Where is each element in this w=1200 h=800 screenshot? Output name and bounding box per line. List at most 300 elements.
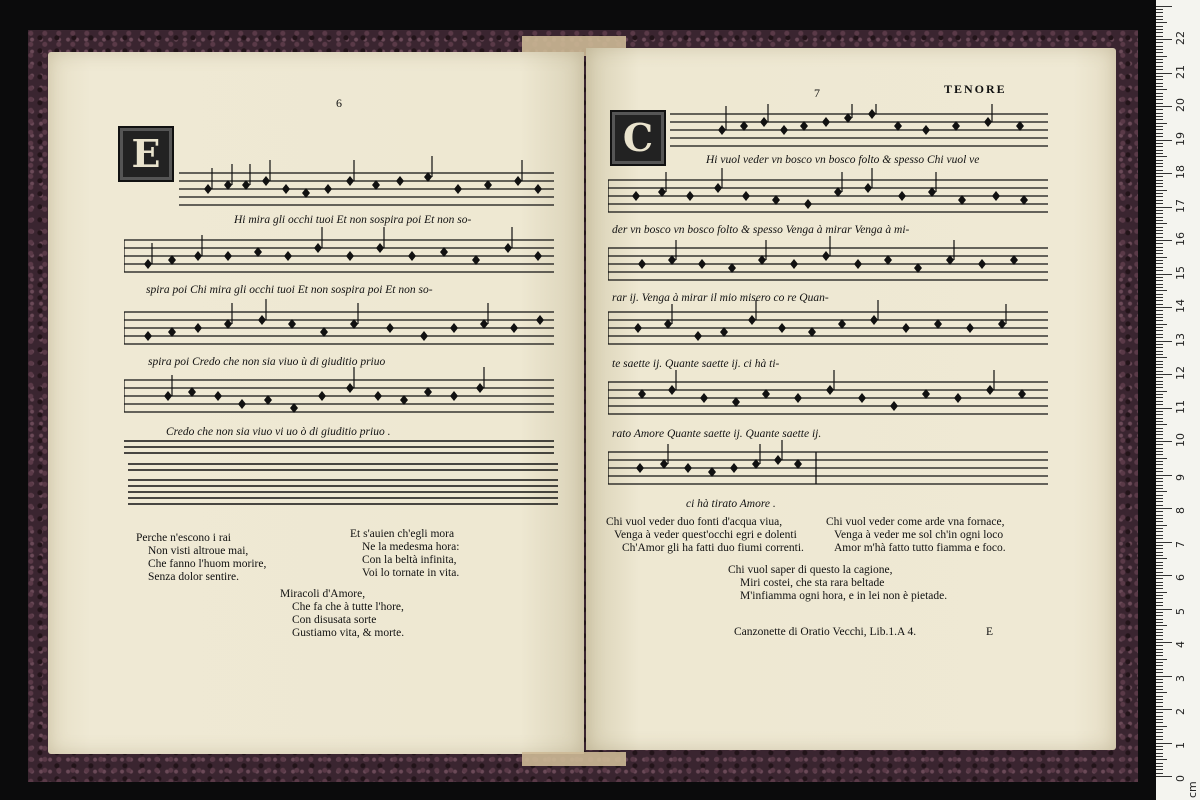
ruler-tick <box>1156 686 1163 687</box>
ruler-tick <box>1156 96 1163 97</box>
ruler-tick <box>1156 89 1167 90</box>
ruler-tick <box>1156 655 1163 656</box>
decorated-initial-left: E <box>118 126 174 182</box>
ruler-tick <box>1156 408 1172 409</box>
verse-line: Et s'auien ch'egli mora <box>350 528 455 540</box>
ruler-tick <box>1156 294 1163 295</box>
right-page-number: 7 <box>814 86 820 100</box>
empty-staff-lower <box>128 462 568 512</box>
ruler-tick <box>1156 297 1163 298</box>
staff-lines-4 <box>124 380 554 412</box>
lyric-line: rato Amore Quante saette ij. Quante saette ij. <box>612 428 822 440</box>
ruler-tick <box>1156 173 1172 174</box>
ruler-tick <box>1156 495 1163 496</box>
ruler-label: 1 <box>1174 741 1187 749</box>
ruler-tick <box>1156 364 1163 365</box>
verse-line: Chi vuol saper di questo la cagione, <box>728 564 893 576</box>
ruler-tick <box>1156 726 1167 727</box>
ruler-tick <box>1156 233 1163 234</box>
verse-line: Non visti altroue mai, <box>148 545 249 557</box>
ruler-tick <box>1156 619 1163 620</box>
ruler-tick <box>1156 609 1172 610</box>
ruler-tick <box>1156 119 1163 120</box>
ruler-tick <box>1156 676 1172 677</box>
ruler-tick <box>1156 207 1172 208</box>
ruler-tick <box>1156 578 1163 579</box>
ruler-tick <box>1156 555 1163 556</box>
ruler-tick <box>1156 160 1163 161</box>
ruler-tick <box>1156 99 1163 100</box>
voice-part-header: TENORE <box>944 82 1007 96</box>
ruler-label: 20 <box>1174 98 1187 112</box>
ruler-tick <box>1156 287 1163 288</box>
ruler-tick <box>1156 464 1163 465</box>
ruler-tick <box>1156 424 1167 425</box>
ruler-tick <box>1156 217 1163 218</box>
ruler-tick <box>1156 193 1163 194</box>
ruler-tick <box>1156 9 1163 10</box>
ruler-tick <box>1156 702 1163 703</box>
ruler-tick <box>1156 146 1163 147</box>
ruler-label: 22 <box>1174 31 1187 45</box>
ruler-tick <box>1156 324 1167 325</box>
ruler-tick <box>1156 769 1163 770</box>
ruler-tick <box>1156 508 1172 509</box>
ruler-label: 10 <box>1174 433 1187 447</box>
ruler-tick <box>1156 592 1167 593</box>
ruler-tick <box>1156 565 1163 566</box>
ruler-tick <box>1156 106 1172 107</box>
ruler-tick <box>1156 260 1163 261</box>
ruler-tick <box>1156 682 1163 683</box>
ruler-tick <box>1156 672 1163 673</box>
ruler-tick <box>1156 56 1167 57</box>
ruler-tick <box>1156 277 1163 278</box>
staff-lines-4 <box>608 312 1048 344</box>
ruler-tick <box>1156 66 1163 67</box>
ruler-label: 19 <box>1174 131 1187 146</box>
ruler-tick <box>1156 736 1163 737</box>
ruler-tick <box>1156 267 1163 268</box>
ruler-tick <box>1156 180 1163 181</box>
ruler-tick <box>1156 227 1163 228</box>
right-page <box>586 48 1116 750</box>
ruler-tick <box>1156 240 1172 241</box>
ruler-label: 13 <box>1174 332 1187 347</box>
ruler-tick <box>1156 729 1163 730</box>
ruler-tick <box>1156 76 1163 77</box>
left-page <box>48 52 584 754</box>
ruler-tick <box>1156 763 1163 764</box>
ruler-tick <box>1156 505 1163 506</box>
ruler-tick <box>1156 558 1167 559</box>
ruler-tick <box>1156 6 1172 7</box>
ruler-tick <box>1156 133 1163 134</box>
ruler-tick <box>1156 649 1163 650</box>
ruler-tick <box>1156 344 1163 345</box>
verse-line: M'infiamma ogni hora, e in lei non è pietade. <box>740 590 948 602</box>
ruler-tick <box>1156 183 1163 184</box>
ruler-tick <box>1156 485 1163 486</box>
ruler-tick <box>1156 662 1163 663</box>
ruler-tick <box>1156 448 1163 449</box>
ruler-tick <box>1156 113 1163 114</box>
ruler-tick <box>1156 170 1163 171</box>
ruler-tick <box>1156 270 1163 271</box>
ruler-tick <box>1156 73 1172 74</box>
lyric-line: spira poi Chi mira gli occhi tuoi Et non sospira poi Et non so- <box>146 284 433 296</box>
ruler-tick <box>1156 317 1163 318</box>
ruler-label: 5 <box>1174 607 1187 615</box>
staff-lines-2 <box>124 240 554 272</box>
ruler-tick <box>1156 327 1163 328</box>
ruler-tick <box>1156 629 1163 630</box>
ruler-tick <box>1156 314 1163 315</box>
staff-lines-3 <box>124 312 554 344</box>
ruler-tick <box>1156 280 1163 281</box>
ruler-tick <box>1156 665 1163 666</box>
ruler-tick <box>1156 200 1163 201</box>
ruler-tick <box>1156 749 1163 750</box>
ruler-tick <box>1156 247 1163 248</box>
ruler-tick <box>1156 488 1163 489</box>
ruler-tick <box>1156 250 1163 251</box>
ruler-tick <box>1156 441 1172 442</box>
ruler-tick <box>1156 632 1163 633</box>
staff-lines-1 <box>179 173 554 205</box>
verse-stanza <box>826 516 1006 555</box>
ruler-tick <box>1156 156 1167 157</box>
ruler-tick <box>1156 367 1163 368</box>
ruler-tick <box>1156 22 1167 23</box>
ruler-tick <box>1156 568 1163 569</box>
ruler-tick <box>1156 739 1163 740</box>
ruler-tick <box>1156 109 1163 110</box>
ruler-tick <box>1156 451 1163 452</box>
ruler-tick <box>1156 237 1163 238</box>
ruler-tick <box>1156 230 1163 231</box>
verse-line: Gustiamo vita, & morte. <box>292 627 405 639</box>
ruler-label: 3 <box>1174 674 1187 682</box>
verse-line: Ne la medesma hora: <box>362 541 460 553</box>
ruler-tick <box>1156 652 1163 653</box>
ruler-tick <box>1156 190 1167 191</box>
ruler-label: 4 <box>1174 641 1187 648</box>
ruler-tick <box>1156 166 1163 167</box>
ruler-tick <box>1156 645 1163 646</box>
ruler-tick <box>1156 196 1163 197</box>
ruler-unit-label: cm <box>1186 781 1199 798</box>
ruler-tick <box>1156 16 1163 17</box>
ruler-label: 18 <box>1174 165 1187 179</box>
ruler-tick <box>1156 116 1163 117</box>
ruler-tick <box>1156 421 1163 422</box>
ruler-label: 21 <box>1174 64 1187 79</box>
ruler-tick <box>1156 140 1172 141</box>
ruler-tick <box>1156 176 1163 177</box>
ruler-tick <box>1156 431 1163 432</box>
ruler-tick <box>1156 39 1172 40</box>
ruler-tick <box>1156 531 1163 532</box>
ruler-tick <box>1156 719 1163 720</box>
ruler-tick <box>1156 498 1163 499</box>
ruler-tick <box>1156 153 1163 154</box>
ruler-tick <box>1156 69 1163 70</box>
ruler-tick <box>1156 46 1163 47</box>
lyric-line: te saette ij. Quante saette ij. ci hà ti- <box>612 358 780 370</box>
ruler-tick <box>1156 300 1163 301</box>
ruler-tick <box>1156 381 1163 382</box>
colophon-footer: Canzonette di Oratio Vecchi, Lib.1.A 4. <box>734 626 917 638</box>
lyric-line: ci hà tirato Amore . <box>686 498 776 510</box>
ruler-tick <box>1156 722 1163 723</box>
ruler-tick <box>1156 712 1163 713</box>
ruler-tick <box>1156 307 1172 308</box>
ruler-tick <box>1156 525 1167 526</box>
ruler-tick <box>1156 387 1163 388</box>
ruler-tick <box>1156 404 1163 405</box>
ruler-tick <box>1156 696 1163 697</box>
ruler-tick <box>1156 341 1172 342</box>
ruler-tick <box>1156 337 1163 338</box>
verse-line: Venga à veder me sol ch'in ogni loco <box>834 529 1004 541</box>
ruler-label: 14 <box>1174 299 1187 313</box>
ruler-tick <box>1156 29 1163 30</box>
ruler-label: 11 <box>1174 399 1187 414</box>
ruler-tick <box>1156 598 1163 599</box>
verse-line: Chi vuol veder duo fonti d'acqua viua, <box>606 516 783 528</box>
ruler-tick <box>1156 542 1172 543</box>
ruler-tick <box>1156 535 1163 536</box>
ruler-tick <box>1156 414 1163 415</box>
ruler-tick <box>1156 444 1163 445</box>
ruler-tick <box>1156 575 1172 576</box>
verse-line: Che fa che à tutte l'hore, <box>292 601 404 613</box>
staff-lines-2 <box>608 180 1048 212</box>
ruler-tick <box>1156 709 1172 710</box>
ruler-tick <box>1156 62 1163 63</box>
ruler-tick <box>1156 689 1163 690</box>
ruler-tick <box>1156 12 1163 13</box>
staff-lines-5 <box>608 382 1048 414</box>
ruler-tick <box>1156 354 1163 355</box>
ruler-tick <box>1156 397 1163 398</box>
ruler-tick <box>1156 538 1163 539</box>
ruler-tick <box>1156 478 1163 479</box>
ruler-tick <box>1156 361 1163 362</box>
ruler-tick <box>1156 773 1163 774</box>
ruler-tick <box>1156 411 1163 412</box>
ruler-tick <box>1156 253 1163 254</box>
verse-line: Ch'Amor gli ha fatti duo fiumi correnti. <box>622 542 804 554</box>
ruler-tick <box>1156 622 1163 623</box>
ruler-tick <box>1156 605 1163 606</box>
ruler-tick <box>1156 642 1172 643</box>
ruler-tick <box>1156 150 1163 151</box>
ruler-tick <box>1156 746 1163 747</box>
ruler-tick <box>1156 545 1163 546</box>
ruler-label: 2 <box>1174 708 1187 715</box>
verse-line: Miracoli d'Amore, <box>280 588 366 600</box>
ruler-tick <box>1156 274 1172 275</box>
ruler-tick <box>1156 401 1163 402</box>
ruler-tick <box>1156 458 1167 459</box>
verse-stanza <box>728 564 947 603</box>
ruler-label: 15 <box>1174 265 1187 280</box>
ruler-tick <box>1156 330 1163 331</box>
ruler-tick <box>1156 511 1163 512</box>
ruler-tick <box>1156 699 1163 700</box>
ruler-tick <box>1156 753 1163 754</box>
ruler-tick <box>1156 438 1163 439</box>
ruler-tick <box>1156 210 1163 211</box>
ruler-tick <box>1156 692 1167 693</box>
ruler-tick <box>1156 223 1167 224</box>
ruler-tick <box>1156 743 1172 744</box>
ruler-tick <box>1156 602 1163 603</box>
verse-stanza <box>606 516 804 555</box>
ruler-tick <box>1156 475 1172 476</box>
ruler-tick <box>1156 706 1163 707</box>
ruler-tick <box>1156 377 1163 378</box>
ruler-tick <box>1156 42 1163 43</box>
ruler-tick <box>1156 136 1163 137</box>
ruler-tick <box>1156 518 1163 519</box>
lyric-line: der vn bosco vn bosco folto & spesso Venga à mirar Venga à mi- <box>612 224 910 236</box>
ruler-tick <box>1156 19 1163 20</box>
verse-line: Venga à veder quest'occhi egri e dolenti <box>614 529 797 541</box>
left-page-number: 6 <box>336 96 342 110</box>
verse-line: Perche n'escono i rai <box>136 532 231 544</box>
ruler-tick <box>1156 418 1163 419</box>
ruler-tick <box>1156 86 1163 87</box>
ruler-tick <box>1156 468 1163 469</box>
lyric-line: Hi vuol veder vn bosco vn bosco folto & spesso Chi vuol ve <box>706 154 980 166</box>
ruler-tick <box>1156 732 1163 733</box>
ruler-tick <box>1156 679 1163 680</box>
lyric-line: rar ij. Venga à mirar il mio misero co re Quan- <box>612 292 829 304</box>
verse-line: Con la beltà infinita, <box>362 554 457 566</box>
ruler-tick <box>1156 32 1163 33</box>
ruler-tick <box>1156 454 1163 455</box>
staff-lines-6 <box>608 452 1048 484</box>
ruler-tick <box>1156 384 1163 385</box>
ruler-tick <box>1156 548 1163 549</box>
ruler-tick <box>1156 374 1172 375</box>
ruler-tick <box>1156 220 1163 221</box>
ruler-label: 6 <box>1174 574 1187 581</box>
lyric-line: Credo che non sia viuo vi uo ò di giuditio priuo . <box>166 426 391 438</box>
ruler-tick <box>1156 669 1163 670</box>
staff-lines-1 <box>670 114 1048 146</box>
ruler-tick <box>1156 572 1163 573</box>
ruler-tick <box>1156 635 1163 636</box>
ruler-tick <box>1156 143 1163 144</box>
verse-line: Voi lo tornate in vita. <box>362 567 460 579</box>
ruler-tick <box>1156 428 1163 429</box>
ruler-tick <box>1156 290 1167 291</box>
ruler-tick <box>1156 257 1167 258</box>
ruler-label: 9 <box>1174 473 1187 481</box>
ruler-label: 8 <box>1174 507 1187 514</box>
ruler-tick <box>1156 766 1163 767</box>
verse-stanza <box>136 532 266 584</box>
ruler-tick <box>1156 213 1163 214</box>
ruler-tick <box>1156 756 1163 757</box>
ruler-label: 16 <box>1174 232 1187 246</box>
ruler-tick <box>1156 263 1163 264</box>
ruler-tick <box>1156 625 1167 626</box>
ruler-tick <box>1156 126 1163 127</box>
ruler-tick <box>1156 93 1163 94</box>
ruler-tick <box>1156 186 1163 187</box>
ruler-tick <box>1156 595 1163 596</box>
ruler-tick <box>1156 334 1163 335</box>
ruler-tick <box>1156 716 1163 717</box>
verse-line: Miri costei, che sta rara beltade <box>740 577 885 589</box>
ruler-tick <box>1156 163 1163 164</box>
ruler-label: 7 <box>1174 540 1187 548</box>
ruler-tick <box>1156 26 1163 27</box>
lyric-line: spira poi Credo che non sia viuo ù di giuditio priuo <box>148 356 386 368</box>
ruler-tick <box>1156 585 1163 586</box>
lyric-line: Hi mira gli occhi tuoi Et non sospira poi Et non so- <box>234 214 472 226</box>
ruler-tick <box>1156 371 1163 372</box>
ruler-tick <box>1156 304 1163 305</box>
ruler-tick <box>1156 123 1167 124</box>
ruler-tick <box>1156 515 1163 516</box>
ruler-tick <box>1156 243 1163 244</box>
ruler-tick <box>1156 615 1163 616</box>
ruler-label: 12 <box>1174 366 1187 380</box>
ruler-tick <box>1156 582 1163 583</box>
ruler-tick <box>1156 129 1163 130</box>
ruler-tick <box>1156 659 1167 660</box>
ruler-tick <box>1156 103 1163 104</box>
empty-staves <box>124 441 554 453</box>
ruler-tick <box>1156 434 1163 435</box>
verse-line: Che fanno l'huom morire, <box>148 558 267 570</box>
ruler-tick <box>1156 639 1163 640</box>
ruler-tick <box>1156 521 1163 522</box>
ruler-tick <box>1156 562 1163 563</box>
ruler-tick <box>1156 284 1163 285</box>
ruler-tick <box>1156 612 1163 613</box>
ruler-tick <box>1156 49 1163 50</box>
ruler-tick <box>1156 776 1172 777</box>
ruler-tick <box>1156 203 1163 204</box>
verse-line: Con disusata sorte <box>292 614 377 626</box>
ruler-tick <box>1156 52 1163 53</box>
binding-tape-bottom <box>522 752 626 766</box>
verse-line: Senza dolor sentire. <box>148 571 240 583</box>
ruler-tick <box>1156 357 1167 358</box>
ruler-tick <box>1156 759 1167 760</box>
ruler-tick <box>1156 310 1163 311</box>
ruler-tick <box>1156 347 1163 348</box>
ruler-label: 0 <box>1174 775 1187 782</box>
ruler-tick <box>1156 461 1163 462</box>
ruler-tick <box>1156 36 1163 37</box>
ruler-tick <box>1156 588 1163 589</box>
ruler-tick <box>1156 394 1163 395</box>
verse-stanza <box>350 528 459 580</box>
ruler-tick <box>1156 59 1163 60</box>
ruler-tick <box>1156 351 1163 352</box>
verse-line: Chi vuol veder come arde vna fornace, <box>826 516 1005 528</box>
ruler-tick <box>1156 491 1167 492</box>
ruler-tick <box>1156 501 1163 502</box>
